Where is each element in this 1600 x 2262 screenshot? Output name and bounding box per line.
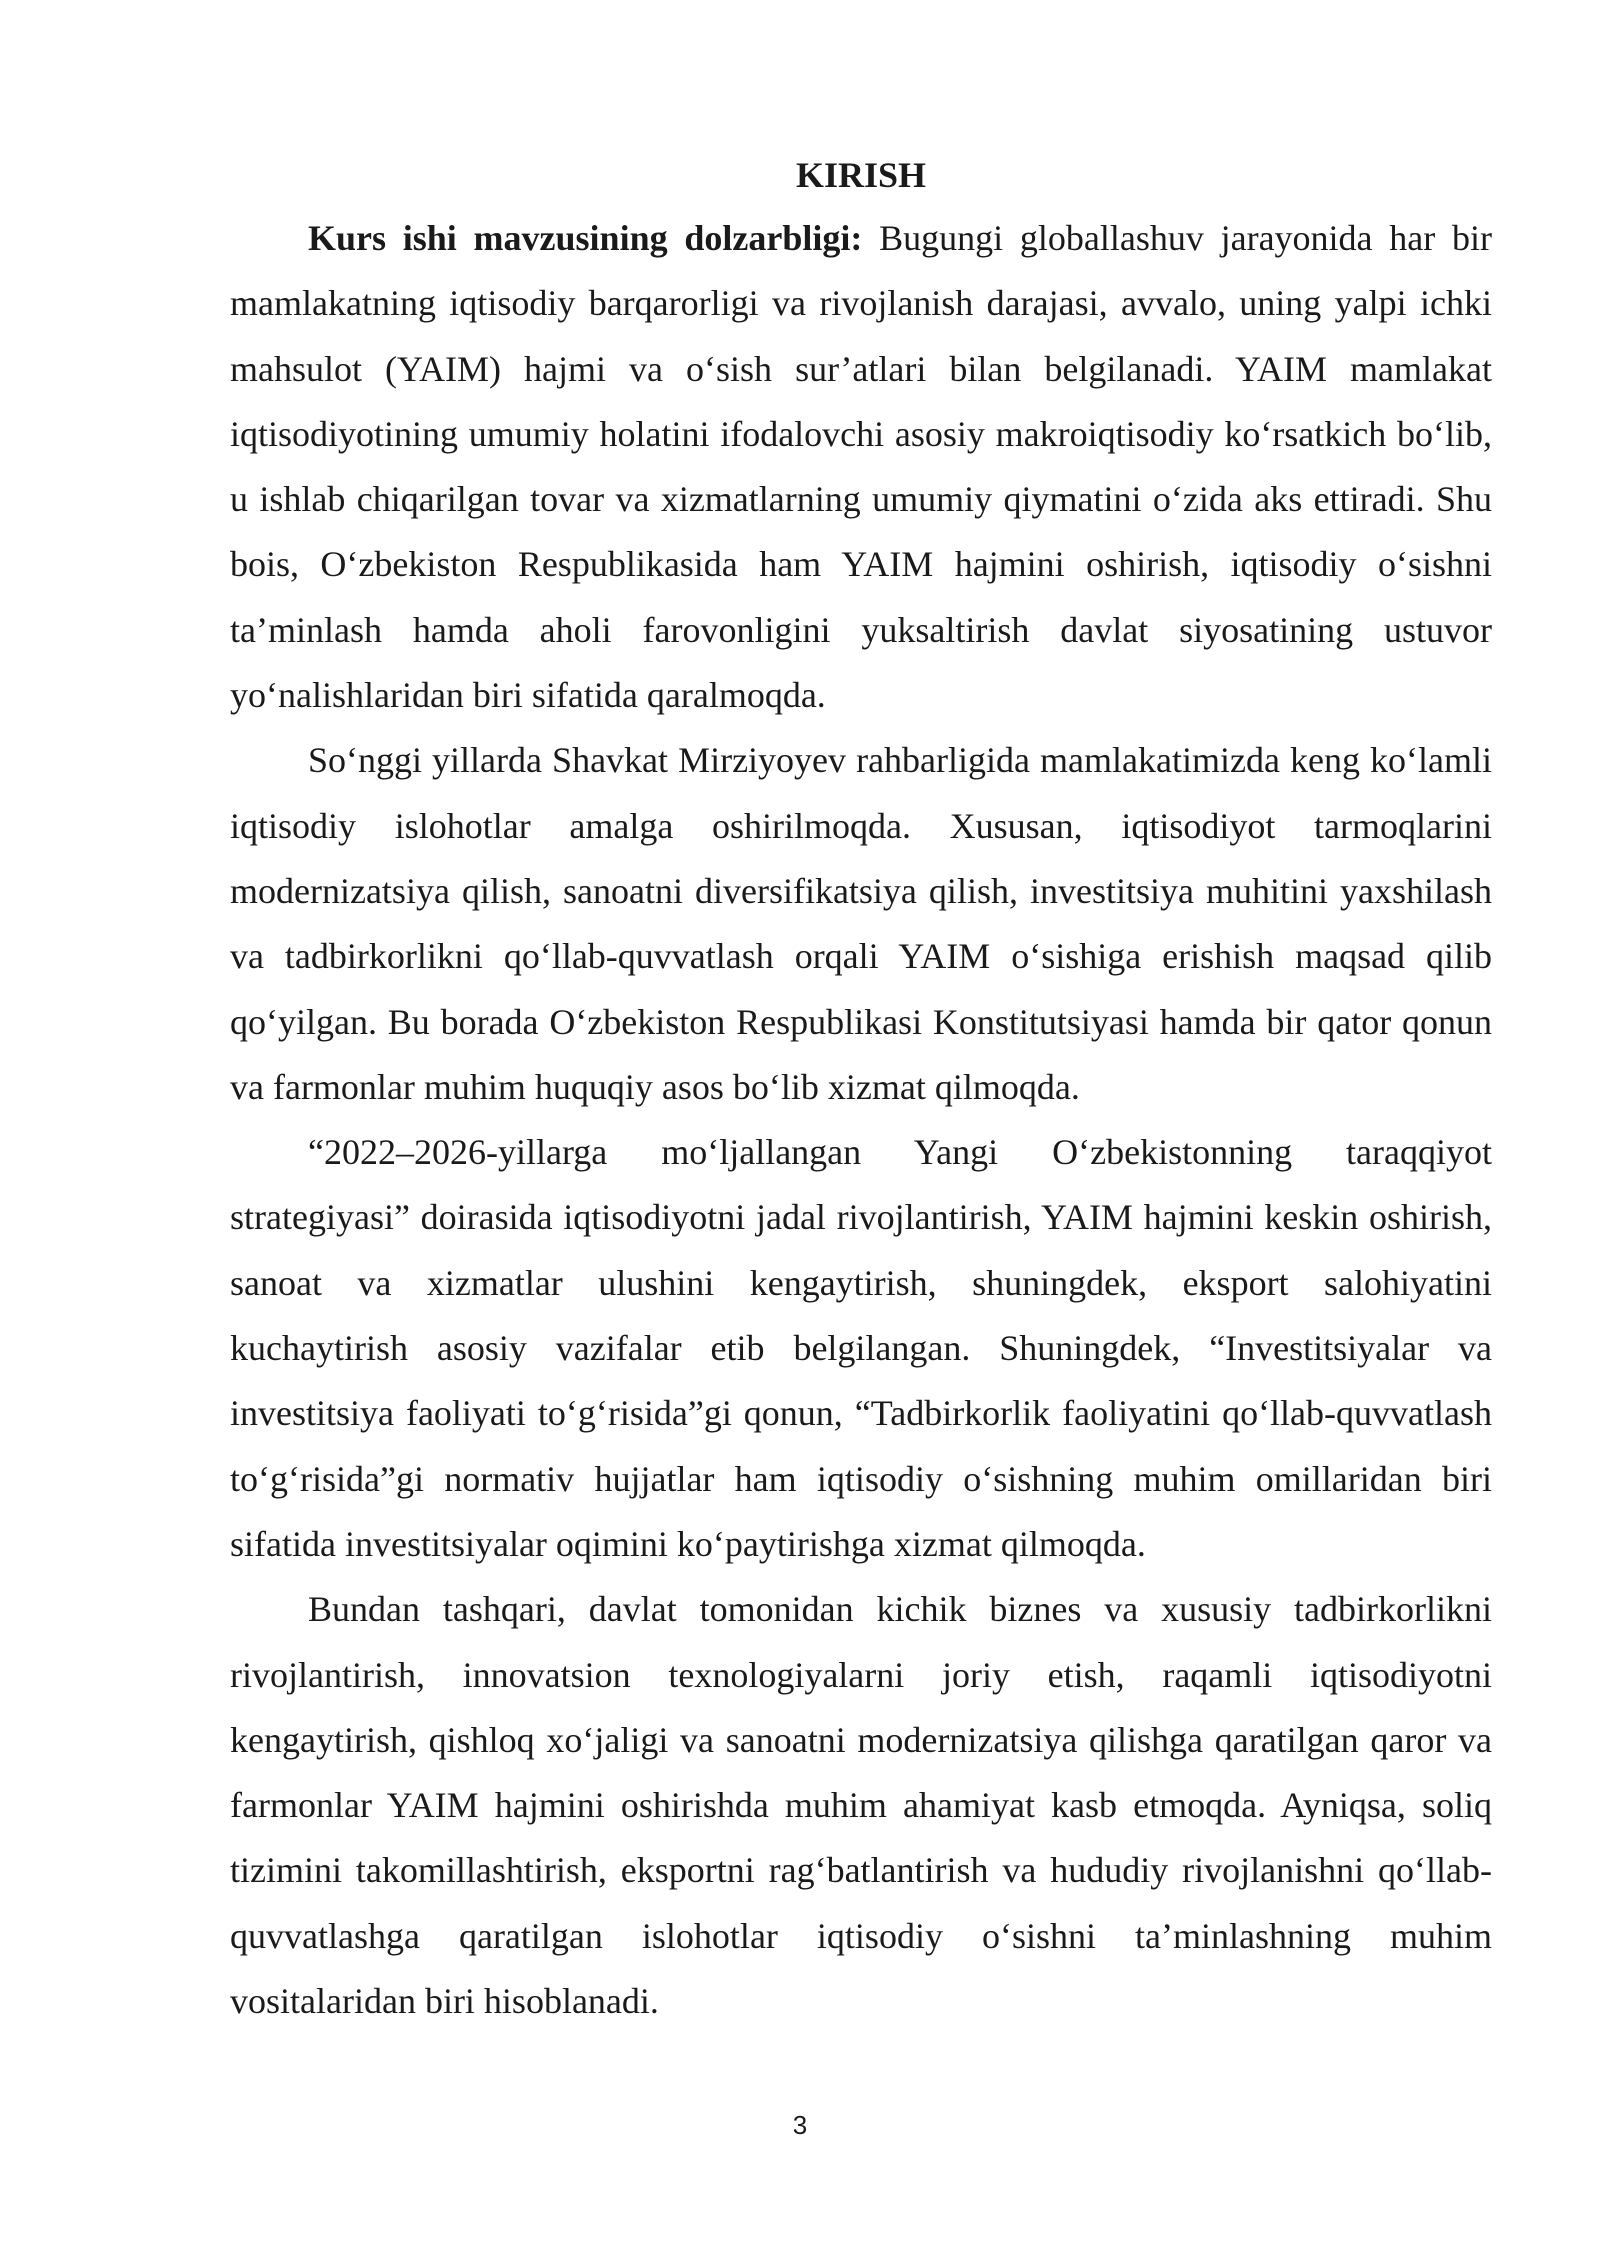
- paragraph-reforms: So‘nggi yillarda Shavkat Mirziyoyev rahbarligida mamlakatimizda keng ko‘lamli iqtisodiy islohotlar amalga oshirilmoqda. Xususan, iqtisodiyot tarmoqlarini modernizatsiya qilish, sanoatni diversifikatsiya qilish, investitsiya muhitini yaxshilash va tadbirkorlikni qo‘llab-quvvatlash orqali YAIM o‘sishiga erishish maqsad qilib qo‘yilgan. Bu borada O‘zbekiston Respublikasi Konstitutsiyasi hamda bir qator qonun va farmonlar muhim huquqiy asos bo‘lib xizmat qilmoqda.: [230, 740, 1492, 1107]
- paragraph-state-measures: Bundan tashqari, davlat tomonidan kichik biznes va xususiy tadbirkorlikni rivojlantirish, innovatsion texnologiyalarni joriy etish, raqamli iqtisodiyotni kengaytirish, qishloq xo‘jaligi va sanoatni modernizatsiya qilishga qaratilgan qaror va farmonlar YAIM hajmini oshirishda muhim ahamiyat kasb etmoqda. Ayniqsa, soliq tizimini takomillashtirish, eksportni rag‘batlantirish va hududiy rivojlanishni qo‘llab-quvvatlashga qaratilgan islohotlar iqtisodiy o‘sishni ta’minlashning muhim vositalaridan biri hisoblanadi.: [230, 1589, 1492, 2022]
- page-number: 3: [792, 2110, 808, 2140]
- paragraph-relevance: [230, 206, 1492, 728]
- paragraph-lead: Kurs ishi mavzusining dolzarbligi:: [308, 218, 863, 258]
- page-body: [230, 150, 1492, 2034]
- paragraph-text: Bugungi globallashuv jarayonida har bir mamlakatning iqtisodiy barqarorligi va rivojlanish darajasi, avvalo, uning yalpi ichki mahsulot (YAIM) hajmi va o‘sish sur’atlari bilan belgilanadi. YAIM mamlakat iqtisodiyotining umumiy holatini ifodalovchi asosiy makroiqtisodiy ko‘rsatkich bo‘lib, u ishlab chiqarilgan tovar va xizmatlarning umumiy qiymatini o‘zida aks ettiradi. Shu bois, O‘zbekiston Respublikasida ham YAIM hajmini oshirish, iqtisodiy o‘sishni ta’minlash hamda aholi farovonligini yuksaltirish davlat siyosatining ustuvor yo‘nalishlaridan biri sifatida qaralmoqda.: [230, 218, 1492, 716]
- paragraph-strategy: “2022–2026-yillarga mo‘ljallangan Yangi O‘zbekistonning taraqqiyot strategiyasi” doirasida iqtisodiyotni jadal rivojlantirish, YAIM hajmini keskin oshirish, sanoat va xizmatlar ulushini kengaytirish, shuningdek, eksport salohiyatini kuchaytirish asosiy vazifalar etib belgilangan. Shuningdek, “Investitsiyalar va investitsiya faoliyati to‘g‘risida”gi qonun, “Tadbirkorlik faoliyatini qo‘llab-quvvatlash to‘g‘risida”gi normativ hujjatlar ham iqtisodiy o‘sishning muhim omillaridan biri sifatida investitsiyalar oqimini ko‘paytirishga xizmat qilmoqda.: [230, 1132, 1492, 1564]
- section-heading: KIRISH: [795, 155, 927, 195]
